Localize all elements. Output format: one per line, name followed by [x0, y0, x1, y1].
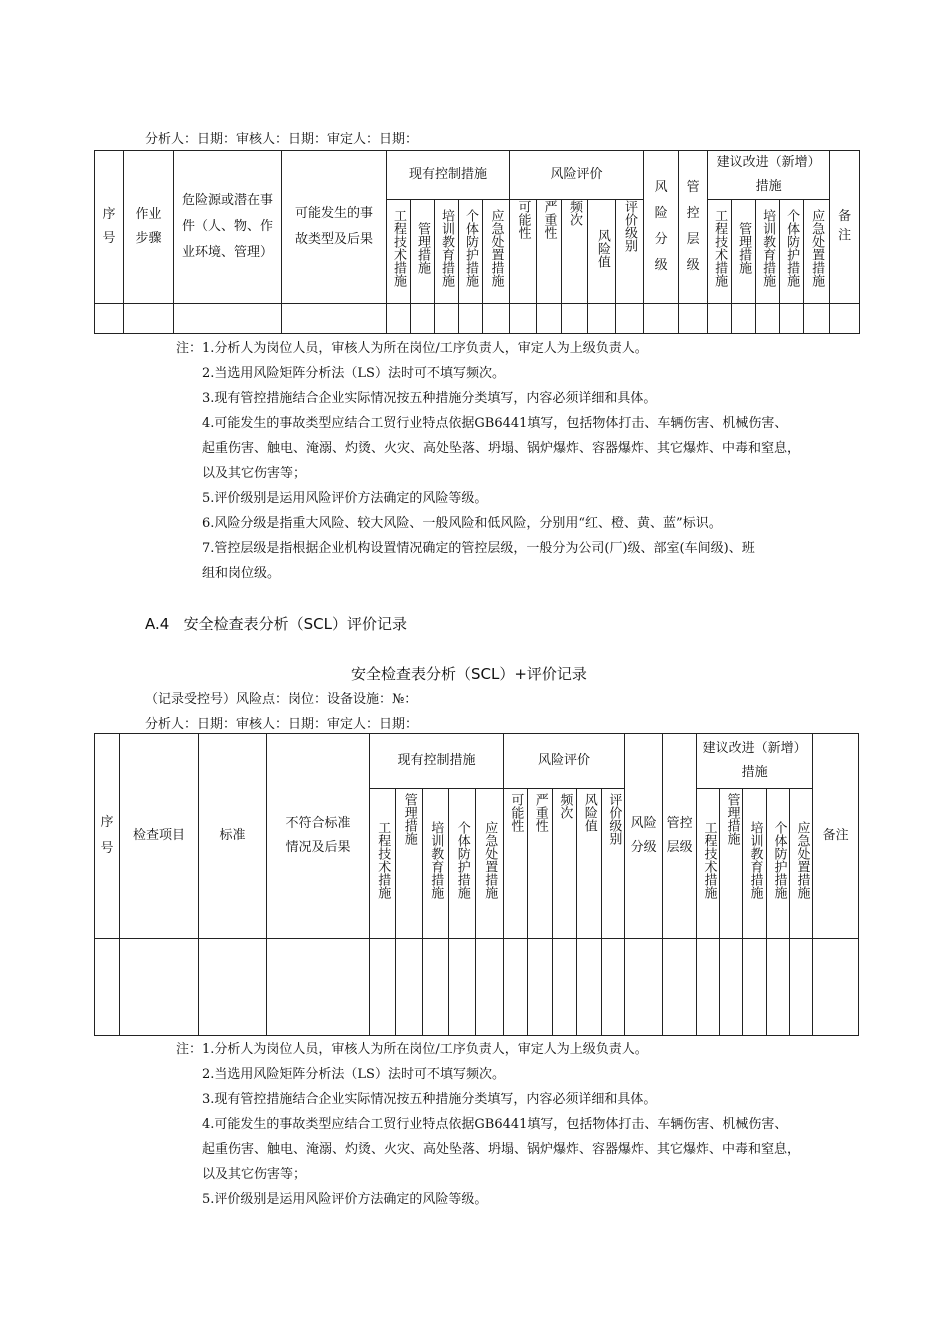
table-row — [95, 304, 860, 334]
table-cell[interactable] — [732, 304, 756, 334]
note1-4: 4.可能发生的事故类型应结合工贸行业特点依据GB6441填写，包括物体打击、车辆伤害、机械伤害、 — [202, 416, 788, 431]
th-suggest-train — [756, 200, 780, 304]
th-suggest-eng — [708, 200, 732, 304]
note1-1: 注：1.分析人为岗位人员，审核人为所在岗位/工序负责人，审定人为上级负责人。 — [176, 341, 648, 356]
note2-2: 2.当选用风险矩阵分析法（LS）法时可不填写频次。 — [202, 1067, 505, 1082]
table-cell[interactable] — [510, 304, 537, 334]
th2-risk-level-label: 风险分级 — [630, 816, 657, 855]
th2-seq-label: 序号 — [100, 815, 114, 856]
table2-title: 安全检查表分析（SCL）+评价记录 — [351, 665, 587, 683]
th2-nonconform — [267, 734, 370, 939]
table-cell[interactable] — [537, 304, 562, 334]
th-step-label: 作业步骤 — [135, 207, 162, 246]
th-risk-value-label: 风险值 — [594, 228, 610, 268]
th2-risk-value — [577, 789, 602, 939]
th-remark-label: 备注 — [838, 209, 852, 243]
th-eval-grade-label: 评价级别 — [622, 200, 638, 252]
table-cell[interactable] — [767, 939, 790, 1036]
note2-5: 5.评价级别是运用风险评价方法确定的风险等级。 — [202, 1192, 488, 1207]
th2-suggest-eng — [697, 789, 720, 939]
th2-existing: 现有控制措施 — [370, 734, 504, 789]
th-suggest-label: 建议改进（新增）措施 — [716, 155, 821, 194]
th2-suggest-train — [743, 789, 767, 939]
table-cell[interactable] — [476, 939, 504, 1036]
table-cell[interactable] — [387, 304, 411, 334]
th-likelihood-label: 可能性 — [515, 200, 531, 239]
th2-eval-grade-label: 评价级别 — [606, 793, 622, 845]
table-cell[interactable] — [553, 939, 577, 1036]
th2-control-level — [663, 734, 697, 939]
th2-suggest-train-label: 培训教育措施 — [747, 821, 763, 900]
th-existing-emerg-label: 应急处置措施 — [488, 209, 504, 288]
th-likelihood — [510, 200, 537, 304]
note1-2: 2.当选用风险矩阵分析法（LS）法时可不填写频次。 — [202, 366, 505, 381]
table-cell[interactable] — [790, 939, 813, 1036]
th2-standard: 标准 — [199, 734, 267, 939]
table-cell[interactable] — [562, 304, 588, 334]
table-cell[interactable] — [449, 939, 476, 1036]
th-accident — [282, 151, 387, 304]
th2-existing-eng-label: 工程技术措施 — [375, 821, 391, 900]
th-suggest-emerg — [804, 200, 830, 304]
th2-suggest-emerg-label: 应急处置措施 — [794, 821, 810, 900]
table-cell[interactable] — [577, 939, 602, 1036]
th-suggest-mgmt-label: 管理措施 — [736, 222, 752, 275]
table-row — [95, 939, 859, 1036]
table-cell[interactable] — [396, 939, 423, 1036]
th-suggest-ppe-label: 个体防护措施 — [784, 209, 800, 288]
th-existing-ppe-label: 个体防护措施 — [463, 209, 478, 288]
table-cell[interactable] — [282, 304, 387, 334]
table-cell[interactable] — [663, 939, 697, 1036]
th-hazard — [174, 151, 282, 304]
note1-7b: 组和岗位级。 — [202, 566, 281, 581]
table-cell[interactable] — [616, 304, 644, 334]
table-cell[interactable] — [756, 304, 780, 334]
th-existing-eng — [387, 200, 411, 304]
table-cell[interactable] — [830, 304, 860, 334]
table-cell[interactable] — [370, 939, 396, 1036]
th-risk-level-label: 风险分级 — [654, 180, 668, 273]
table-cell[interactable] — [697, 939, 720, 1036]
th2-risk-value-label: 风险值 — [581, 793, 597, 832]
th2-suggest-eng-label: 工程技术措施 — [701, 821, 717, 900]
table-cell[interactable] — [483, 304, 510, 334]
th2-seq — [95, 734, 120, 939]
note1-5: 5.评价级别是运用风险评价方法确定的风险等级。 — [202, 491, 488, 506]
th2-frequency — [553, 789, 577, 939]
th2-severity — [528, 789, 553, 939]
th-control-level-label: 管控层级 — [686, 180, 700, 273]
section-title: 安全检查表分析（SCL）评价记录 — [183, 615, 407, 633]
th-existing-emerg — [483, 200, 510, 304]
th-risk-level — [644, 151, 679, 304]
th2-existing-train — [423, 789, 449, 939]
table-cell[interactable] — [267, 939, 370, 1036]
table-cell[interactable] — [199, 939, 267, 1036]
table-cell[interactable] — [743, 939, 767, 1036]
th-accident-label: 可能发生的事故类型及后果 — [294, 206, 373, 247]
th-suggest-eng-label: 工程技术措施 — [712, 209, 728, 288]
th-existing-ppe — [459, 200, 483, 304]
note2-4b: 起重伤害、触电、淹溺、灼烫、火灾、高处坠落、坍塌、锅炉爆炸、容器爆炸、其它爆炸、中毒和窒息， — [202, 1142, 801, 1157]
th2-risk-level — [625, 734, 663, 939]
note1-4b: 起重伤害、触电、淹溺、灼烫、火灾、高处坠落、坍塌、锅炉爆炸、容器爆炸、其它爆炸、中毒和窒息， — [202, 441, 801, 456]
th2-risk-eval: 风险评价 — [504, 734, 625, 789]
table-cell[interactable] — [625, 939, 663, 1036]
th2-severity-label: 严重性 — [532, 793, 548, 832]
th-control-level — [679, 151, 708, 304]
th-suggest-ppe — [780, 200, 804, 304]
table-cell[interactable] — [174, 304, 282, 334]
th-severity — [537, 200, 562, 304]
th2-existing-ppe-label: 个体防护措施 — [454, 821, 470, 900]
scl-table — [94, 733, 859, 1036]
th-suggest-train-label: 培训教育措施 — [760, 209, 776, 288]
table-cell[interactable] — [95, 304, 124, 334]
table-cell[interactable] — [588, 304, 616, 334]
th-existing-train-label: 培训教育措施 — [439, 209, 454, 288]
table-cell[interactable] — [644, 304, 679, 334]
table-cell[interactable] — [602, 939, 625, 1036]
table-cell[interactable] — [124, 304, 174, 334]
th-suggest — [708, 151, 830, 200]
th-existing-eng-label: 工程技术措施 — [391, 209, 406, 288]
th2-likelihood-label: 可能性 — [508, 793, 524, 832]
note1-3: 3.现有管控措施结合企业实际情况按五种措施分类填写，内容必须详细和具体。 — [202, 391, 657, 406]
th2-suggest-ppe — [767, 789, 790, 939]
note1-6: 6.风险分级是指重大风险、较大风险、一般风险和低风险，分别用“红、橙、黄、蓝”标识。 — [202, 516, 722, 531]
note1-7: 7.管控层级是指根据企业机构设置情况确定的管控层级，一般分为公司(厂)级、部室(车间级)、班 — [202, 541, 755, 556]
note2-4c: 以及其它伤害等； — [202, 1167, 307, 1182]
th2-likelihood — [504, 789, 528, 939]
th-eval-grade — [616, 200, 644, 304]
th2-item: 检查项目 — [120, 734, 199, 939]
th-risk-value — [588, 200, 616, 304]
th2-suggest-mgmt-label: 管理措施 — [724, 793, 740, 845]
th-hazard-label: 危险源或潜在事件（人、物、作业环境、管理） — [181, 193, 273, 260]
note2-3: 3.现有管控措施结合企业实际情况按五种措施分类填写，内容必须详细和具体。 — [202, 1092, 657, 1107]
note2-1: 注：1.分析人为岗位人员，审核人为所在岗位/工序负责人，审定人为上级负责人。 — [176, 1042, 648, 1057]
th2-frequency-label: 频次 — [557, 793, 573, 819]
th-seq-label: 序号 — [102, 207, 116, 246]
th-remark — [830, 151, 860, 304]
table-cell[interactable] — [95, 939, 120, 1036]
th2-existing-mgmt — [396, 789, 423, 939]
table-cell[interactable] — [813, 939, 859, 1036]
th-seq — [95, 151, 124, 304]
th-existing-mgmt-label: 管理措施 — [415, 222, 430, 275]
section-number: A.4 — [145, 615, 170, 633]
th-existing-train — [435, 200, 459, 304]
th-suggest-emerg-label: 应急处置措施 — [809, 209, 825, 288]
th2-existing-mgmt-label: 管理措施 — [401, 793, 417, 845]
table2-record-line: （记录受控号）风险点：岗位：设备设施：№： — [145, 692, 418, 707]
th2-suggest-ppe-label: 个体防护措施 — [771, 821, 787, 900]
table1-meta-line: 分析人：日期：审核人：日期：审定人：日期： — [145, 132, 419, 147]
note2-4: 4.可能发生的事故类型应结合工贸行业特点依据GB6441填写，包括物体打击、车辆伤害、机械伤害、 — [202, 1117, 788, 1132]
table-cell[interactable] — [528, 939, 553, 1036]
th2-suggest-emerg — [790, 789, 813, 939]
th-frequency — [562, 200, 588, 304]
table-cell[interactable] — [679, 304, 708, 334]
th2-remark: 备注 — [813, 734, 859, 939]
th-existing-mgmt — [411, 200, 435, 304]
table-cell[interactable] — [411, 304, 435, 334]
table-cell[interactable] — [459, 304, 483, 334]
th2-eval-grade — [602, 789, 625, 939]
th2-existing-emerg — [476, 789, 504, 939]
th2-existing-train-label: 培训教育措施 — [428, 821, 444, 900]
th-frequency-label: 频次 — [567, 200, 583, 226]
table2-meta-line: 分析人：日期：审核人：日期：审定人：日期： — [145, 717, 419, 732]
section-heading — [145, 613, 407, 634]
table-cell[interactable] — [435, 304, 459, 334]
th2-suggest — [697, 734, 813, 789]
th-severity-label: 严重性 — [541, 200, 557, 239]
table-cell[interactable] — [423, 939, 449, 1036]
th-suggest-mgmt — [732, 200, 756, 304]
note1-4c: 以及其它伤害等； — [202, 466, 307, 481]
th2-suggest-mgmt — [720, 789, 743, 939]
th-step — [124, 151, 174, 304]
table-cell[interactable] — [504, 939, 528, 1036]
table-cell[interactable] — [708, 304, 732, 334]
table-cell[interactable] — [804, 304, 830, 334]
th2-existing-emerg-label: 应急处置措施 — [482, 821, 498, 900]
table-cell[interactable] — [120, 939, 199, 1036]
th2-control-level-label: 管控层级 — [666, 816, 693, 855]
th-existing: 现有控制措施 — [387, 151, 510, 200]
table-cell[interactable] — [720, 939, 743, 1036]
th2-existing-eng — [370, 789, 396, 939]
th2-existing-ppe — [449, 789, 476, 939]
th2-suggest-label: 建议改进（新增）措施 — [702, 741, 807, 780]
th2-nonconform-label: 不符合标准情况及后果 — [285, 816, 351, 855]
table-cell[interactable] — [780, 304, 804, 334]
th-risk-eval: 风险评价 — [510, 151, 644, 200]
jha-table — [94, 150, 860, 334]
